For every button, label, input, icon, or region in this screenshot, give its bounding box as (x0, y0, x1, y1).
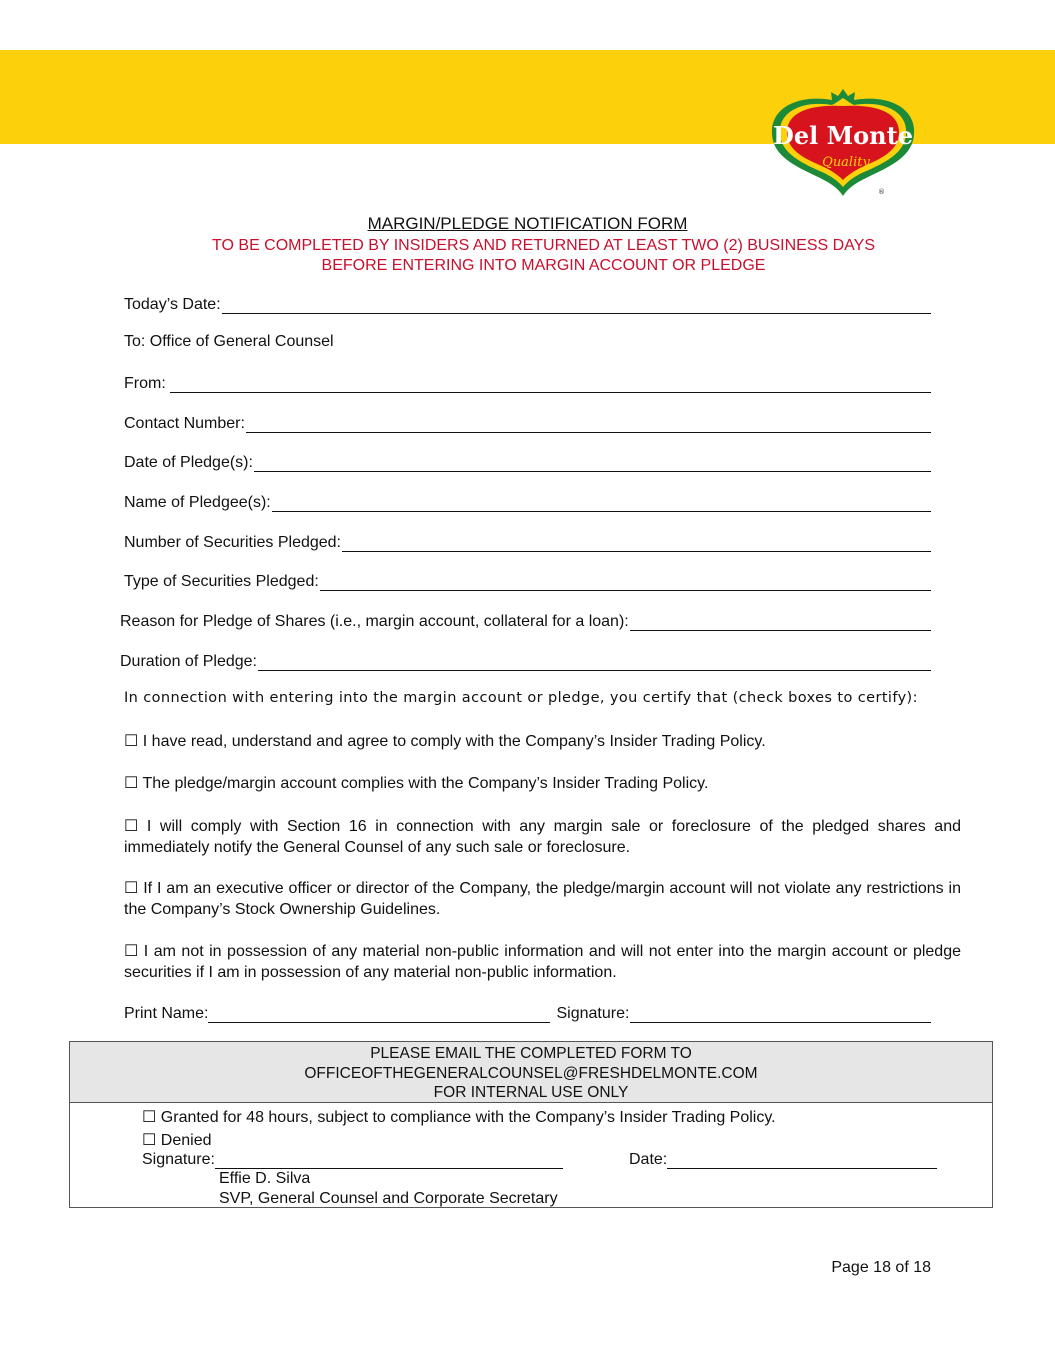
approver-date-row: Date: (629, 1151, 937, 1169)
duration-line[interactable] (258, 653, 931, 671)
svg-text:®: ® (878, 188, 885, 196)
certify-intro: In connection with entering into the margin account or pledge, you certify that (check boxes to certify): (124, 690, 918, 706)
type-of-securities-line[interactable] (320, 573, 931, 591)
denied-checkbox[interactable]: ☐ Denied (142, 1132, 212, 1149)
number-of-securities-line[interactable] (342, 534, 931, 552)
signature-label: Signature: (556, 1005, 630, 1022)
from-line[interactable] (170, 375, 931, 393)
approver-date-line[interactable] (667, 1151, 937, 1169)
signer-name: Effie D. Silva (219, 1170, 311, 1187)
from-field[interactable]: From: (124, 371, 931, 393)
signature-line[interactable] (630, 1005, 931, 1023)
certify-checkbox-4[interactable]: ☐ If I am an executive officer or director of the Company, the pledge/margin account will not violate any restrictions in the Company’s Stock Ownership Guidelines. (124, 880, 961, 918)
certify-checkbox-5[interactable]: ☐ I am not in possession of any material non-public information and will not enter into the margin account or pledge securities if I am in possession of any material non-public information. (124, 943, 961, 981)
name-of-pledgee-line[interactable] (272, 494, 931, 512)
approver-signature-line[interactable] (215, 1151, 563, 1169)
duration-field[interactable]: Duration of Pledge: (120, 649, 931, 671)
certify-checkbox-2[interactable]: ☐ The pledge/margin account complies with the Company’s Insider Trading Policy. (124, 775, 709, 792)
date-of-pledge-line[interactable] (254, 454, 931, 472)
contact-number-field[interactable]: Contact Number: (124, 411, 931, 433)
internal-use-header: PLEASE EMAIL THE COMPLETED FORM TO OFFICEOFTHEGENERALCOUNSEL@FRESHDELMONTE.COM FOR INTERNAL USE ONLY (70, 1042, 992, 1103)
svg-text:Del Monte: Del Monte (773, 121, 913, 150)
internal-use-box (69, 1041, 993, 1208)
contact-number-line[interactable] (246, 415, 931, 433)
reason-field[interactable]: Reason for Pledge of Shares (i.e., margin account, collateral for a loan): (120, 609, 931, 631)
to-line: To: Office of General Counsel (124, 333, 334, 350)
svg-text:Quality: Quality (822, 155, 870, 170)
page-number: Page 18 of 18 (831, 1259, 931, 1276)
certify-checkbox-1[interactable]: ☐ I have read, understand and agree to comply with the Company’s Insider Trading Policy. (124, 733, 766, 750)
certify-checkbox-3[interactable]: ☐ I will comply with Section 16 in connection with any margin sale or foreclosure of the pledged shares and immediately notify the General Counsel of any such sale or foreclosure. (124, 818, 961, 856)
type-of-securities-field[interactable]: Type of Securities Pledged: (124, 569, 931, 591)
date-of-pledge-field[interactable]: Date of Pledge(s): (124, 450, 931, 472)
form-title: MARGIN/PLEDGE NOTIFICATION FORM (367, 214, 688, 233)
signer-title: SVP, General Counsel and Corporate Secretary (219, 1190, 558, 1207)
signature-row (124, 1001, 931, 1023)
form-subtitle: TO BE COMPLETED BY INSIDERS AND RETURNED AT LEAST TWO (2) BUSINESS DAYS BEFORE ENTERING INTO MARGIN ACCOUNT OR PLEDGE (212, 237, 875, 274)
todays-date-field[interactable]: Today’s Date: (124, 292, 931, 314)
approver-signature-row: Signature: (142, 1151, 563, 1169)
print-name-label: Print Name: (124, 1005, 209, 1022)
print-name-line[interactable] (208, 1005, 550, 1023)
number-of-securities-field[interactable]: Number of Securities Pledged: (124, 530, 931, 552)
granted-checkbox[interactable]: ☐ Granted for 48 hours, subject to compliance with the Company’s Insider Trading Policy. (142, 1109, 776, 1126)
todays-date-line[interactable] (222, 296, 931, 314)
name-of-pledgee-field[interactable]: Name of Pledgee(s): (124, 490, 931, 512)
del-monte-logo (768, 86, 918, 201)
reason-line[interactable] (630, 613, 931, 631)
